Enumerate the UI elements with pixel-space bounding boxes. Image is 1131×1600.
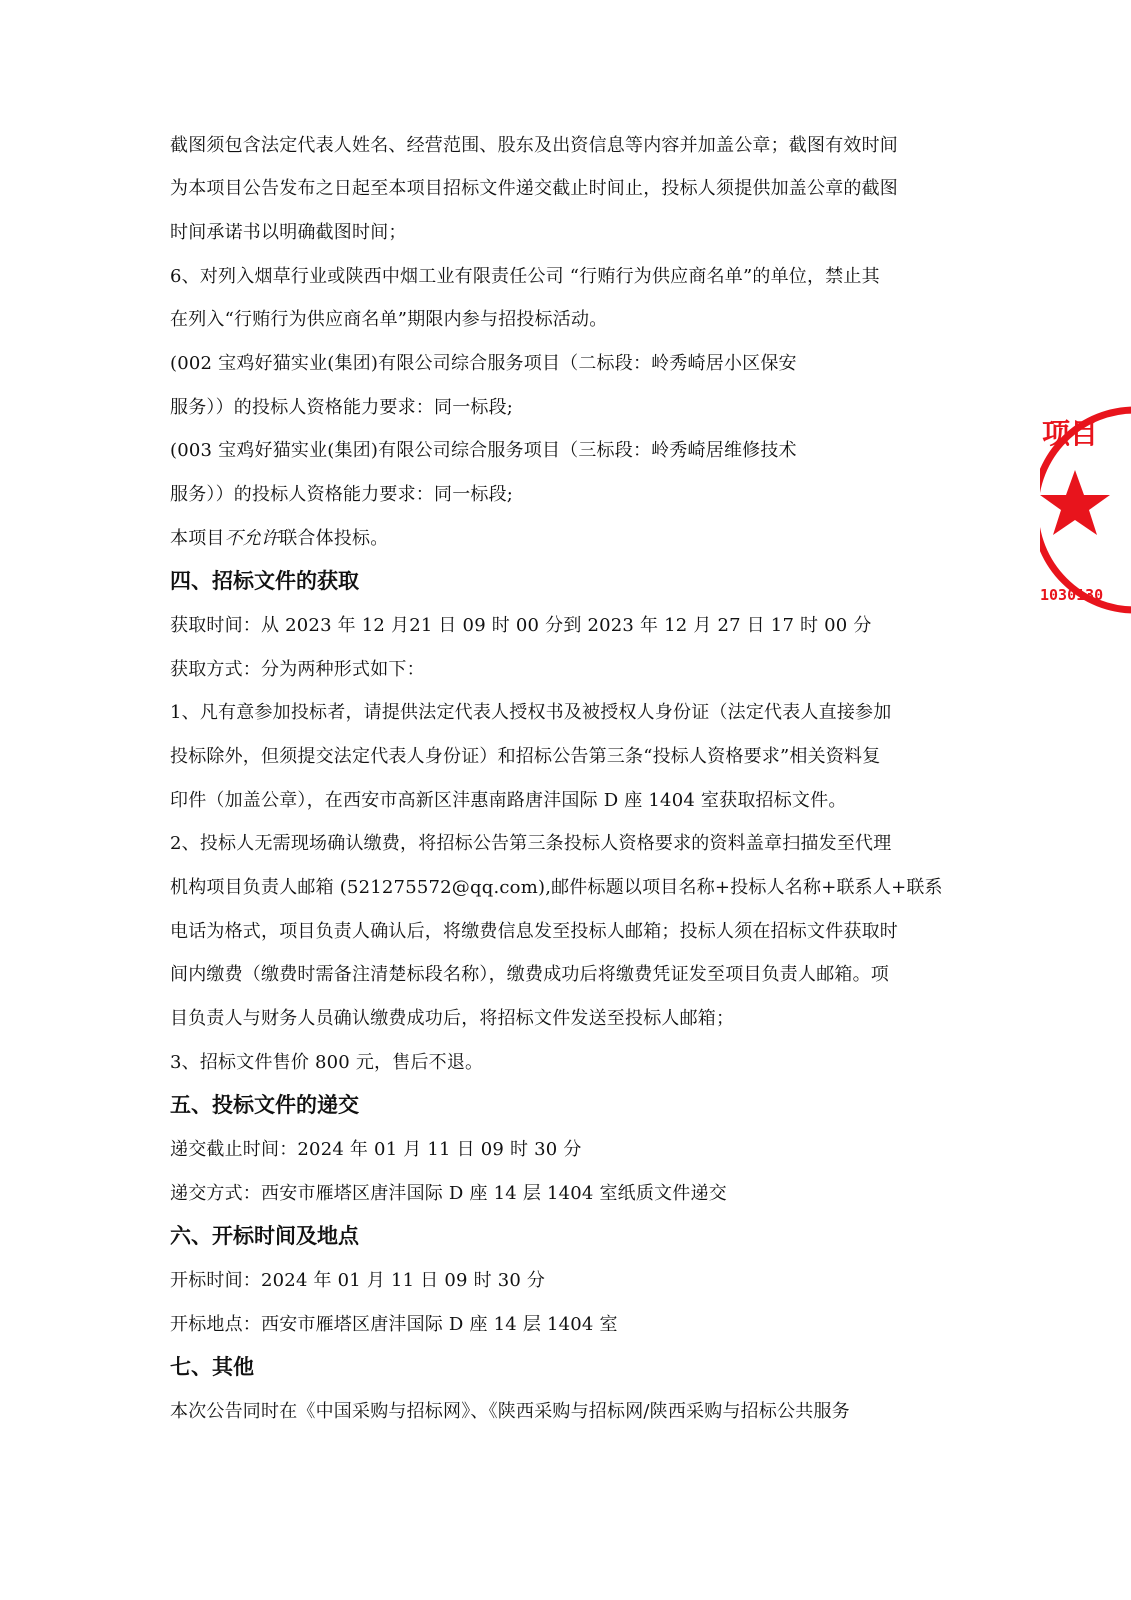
paragraph-line: (003 宝鸡好猫实业(集团)有限公司综合服务项目（三标段：岭秀崎居维修技术: [170, 440, 797, 461]
submit-deadline: 递交截止时间：2024 年 01 月 11 日 09 时 30 分: [170, 1139, 582, 1160]
section-heading-7: 七、其他: [170, 1355, 254, 1379]
paragraph-line: 间内缴费（缴费时需备注清楚标段名称），缴费成功后将缴费凭证发至项目负责人邮箱。项: [170, 964, 889, 985]
paragraph-line: 6、对列入烟草行业或陕西中烟工业有限责任公司 “行贿行为供应商名单”的单位，禁止其: [170, 266, 880, 287]
paragraph-line: 电话为格式，项目负责人确认后，将缴费信息发至投标人邮箱；投标人须在招标文件获取时: [170, 921, 898, 942]
other-notice: 本次公告同时在《中国采购与招标网》、《陕西采购与招标网/陕西采购与招标公共服务: [170, 1401, 850, 1422]
consortium-note: [170, 525, 388, 553]
paragraph-line: 时间承诺书以明确截图时间；: [170, 222, 407, 243]
paragraph-line: 2、投标人无需现场确认缴费，将招标公告第三条投标人资格要求的资料盖章扫描发至代理: [170, 833, 892, 854]
price-line: 3、招标文件售价 800 元，售后不退。: [170, 1052, 484, 1073]
consortium-note-c: 联合体投标。: [279, 528, 389, 549]
opening-time: 开标时间：2024 年 01 月 11 日 09 时 30 分: [170, 1270, 546, 1291]
seal-bottom-text: 1030130: [1040, 586, 1104, 604]
consortium-note-a: 本项目: [170, 528, 225, 549]
paragraph-line: (002 宝鸡好猫实业(集团)有限公司综合服务项目（二标段：岭秀崎居小区保安: [170, 353, 797, 374]
paragraph-line: 为本项目公告发布之日起至本项目招标文件递交截止时间止，投标人须提供加盖公章的截图: [170, 178, 898, 199]
section-heading-5: 五、投标文件的递交: [170, 1093, 359, 1117]
section-heading-6: 六、开标时间及地点: [170, 1224, 359, 1248]
paragraph-line: 服务））的投标人资格能力要求：同一标段;: [170, 397, 514, 418]
seal-star-icon: [1040, 470, 1110, 535]
opening-place: 开标地点：西安市雁塔区唐沣国际 D 座 14 层 1404 室: [170, 1314, 618, 1335]
submit-method: 递交方式：西安市雁塔区唐沣国际 D 座 14 层 1404 室纸质文件递交: [170, 1183, 727, 1204]
paragraph-line: 在列入“行贿行为供应商名单”期限内参与招投标活动。: [170, 309, 608, 330]
paragraph-line: 机构项目负责人邮箱 (521275572@qq.com),邮件标题以项目名称+投标人名称+联系人+联系: [170, 877, 943, 898]
paragraph-line: 1、凡有意参加投标者，请提供法定代表人授权书及被授权人身份证（法定代表人直接参加: [170, 702, 892, 723]
paragraph-line: 截图须包含法定代表人姓名、经营范围、股东及出资信息等内容并加盖公章；截图有效时间: [170, 135, 898, 156]
acquire-method: 获取方式：分为两种形式如下：: [170, 659, 425, 680]
acquire-time: 获取时间：从 2023 年 12 月21 日 09 时 00 分到 2023 年 12 月 27 日 17 时 00 分: [170, 615, 872, 636]
paragraph-line: 服务））的投标人资格能力要求：同一标段;: [170, 484, 514, 505]
company-seal-icon: [1040, 395, 1131, 625]
section-heading-4: 四、招标文件的获取: [170, 569, 359, 593]
seal-top-text: 项目: [1042, 417, 1099, 450]
paragraph-line: 印件（加盖公章），在西安市高新区沣惠南路唐沣国际 D 座 1404 室获取招标文件。: [170, 790, 847, 811]
paragraph-line: 目负责人与财务人员确认缴费成功后，将招标文件发送至投标人邮箱；: [170, 1008, 735, 1029]
paragraph-line: 投标除外，但须提交法定代表人身份证）和招标公告第三条“投标人资格要求”相关资料复: [170, 746, 881, 767]
consortium-note-emphasis: 不允许: [224, 528, 280, 549]
